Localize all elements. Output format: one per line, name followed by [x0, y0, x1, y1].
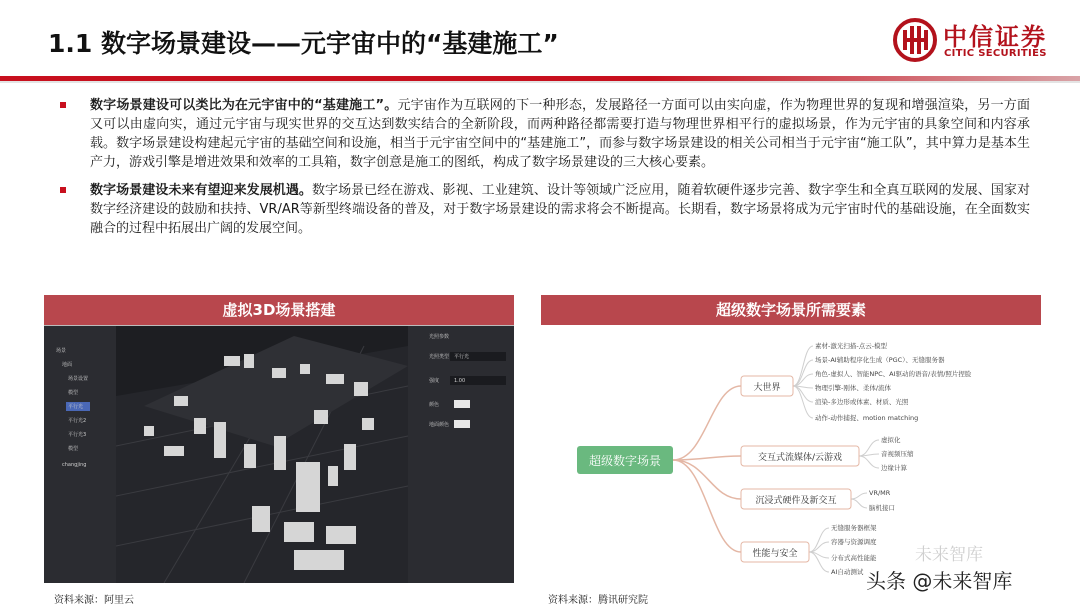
bullet-square-icon — [60, 102, 66, 108]
watermark-faint: 未来智库 — [915, 545, 983, 565]
citic-logo — [893, 16, 1073, 66]
leaf-label: 素材-激光扫描-点云-模型 — [815, 342, 888, 350]
left-source: 资料来源：阿里云 — [54, 595, 134, 606]
tree-item: 模型 — [68, 446, 79, 452]
branch-label: 性能与安全 — [752, 549, 798, 559]
bullet-lead: 数字场景建设未来有望迎来发展机遇。 — [90, 183, 312, 198]
leaf-label: 分布式高性能能 — [831, 554, 877, 562]
3d-scene-figure — [44, 326, 514, 583]
bullet-list — [60, 96, 1030, 247]
left-panel-title: 虚拟3D场景搭建 — [44, 295, 514, 325]
right-source: 资料来源：腾讯研究院 — [548, 595, 648, 606]
tree-item: 平行光2 — [68, 418, 87, 424]
prop-value: 1.00 — [454, 378, 466, 384]
leaf-label: 物理引擎-刚体、柔体/流体 — [815, 384, 892, 392]
prop-value: 平行光 — [454, 354, 470, 360]
leaf-label: 无缝服务器框架 — [831, 524, 877, 532]
leaf-label: 渲染-多边形或体素、材质、光照 — [815, 398, 909, 406]
3d-scene-screenshot — [44, 326, 514, 583]
branch-label: 交互式流媒体/云游戏 — [757, 453, 843, 463]
header-bar — [0, 0, 1080, 80]
leaf-label: 动作-动作捕捉、motion matching — [815, 414, 919, 422]
bullet-text: 数字场景已经在游戏、影视、工业建筑、设计等领域广泛应用，随着软硬件逐步完善、数字孪生和全真互联网的发展、国家对数字经济建设的鼓励和扶持、VR/AR等新型终端设备的普及，对于数字场景建设的需求将会不断提高。长期看，数字场景将成为元宇宙时代的基础设施，在全面数实融合的过程中拓展出广阔的发展空间。 — [90, 183, 1030, 236]
bullet-square-icon — [60, 187, 66, 193]
watermark: 头条 @未来智库 — [866, 569, 1013, 593]
tree-item: 场景设置 — [68, 376, 89, 382]
branch-label: 沉浸式硬件及新交互 — [755, 496, 837, 506]
prop-label: 光照类型 — [429, 354, 450, 360]
tree-item: 场景 — [56, 348, 67, 354]
tree-item: 模型 — [68, 390, 79, 396]
leaf-label: 脑机接口 — [869, 504, 895, 512]
tree-item: 平行光 — [68, 404, 84, 410]
leaf-label: AI自动测试 — [831, 568, 864, 576]
tree-item: changjing — [62, 462, 87, 468]
right-panel-title: 超级数字场景所需要素 — [541, 295, 1041, 325]
mindmap-center: 超级数字场景 — [588, 454, 662, 468]
logo-chinese-name: 中信证券 — [943, 23, 1047, 51]
bullet-item — [60, 181, 1030, 238]
leaf-label: 边缘计算 — [881, 464, 907, 472]
branch-label: 大世界 — [753, 383, 781, 393]
tree-item: 地面 — [62, 362, 73, 368]
citic-emblem-icon — [893, 18, 937, 62]
prop-label: 颜色 — [429, 402, 440, 408]
leaf-label: 场景-AI辅助程序化生成（PGC）、无缝服务器 — [815, 356, 945, 364]
header-grey-rule — [0, 81, 1080, 83]
page-title: 1.1 数字场景建设——元宇宙中的“基建施工” — [48, 29, 559, 58]
leaf-label: 音视频压缩 — [881, 450, 914, 458]
leaf-label: 角色-虚拟人、智能NPC、AI驱动的语音/表情/照片捏脸 — [815, 370, 972, 378]
logo-english-name: CITIC SECURITIES — [944, 48, 1047, 59]
leaf-label: 容器与资源调度 — [831, 538, 877, 546]
bullet-text: 元宇宙作为互联网的下一种形态，发展路径一方面可以由实向虚，作为物理世界的复现和增强渲染，另一方面又可以由虚向实，通过元宇宙与现实世界的交互达到数实结合的全新阶段，而两种路径都需要打造与物理世界相平行的虚拟场景，作为元宇宙的具象空间和内容承载。数字场景建设构建起元宇宙的基础空间和设施，相当于元宇宙空间中的“基建施工”，而参与数字场景建设的相关公司相当于元宇宙“施工队”，其中算力是基本生产力，游戏引擎是增进效果和效率的工具箱，数字创意是施工的图纸，构成了数字场景建设的三大核心要素。 — [90, 98, 1030, 170]
tree-item: 平行光3 — [68, 432, 87, 438]
bullet-item — [60, 96, 1030, 172]
leaf-label: 虚拟化 — [881, 436, 901, 444]
bullet-lead: 数字场景建设可以类比为在元宇宙中的“基建施工”。 — [90, 98, 398, 113]
prop-label: 光照参数 — [429, 334, 450, 340]
leaf-label: VR/MR — [869, 489, 891, 497]
prop-label: 强度 — [429, 378, 440, 384]
prop-label: 地面颜色 — [429, 422, 450, 428]
